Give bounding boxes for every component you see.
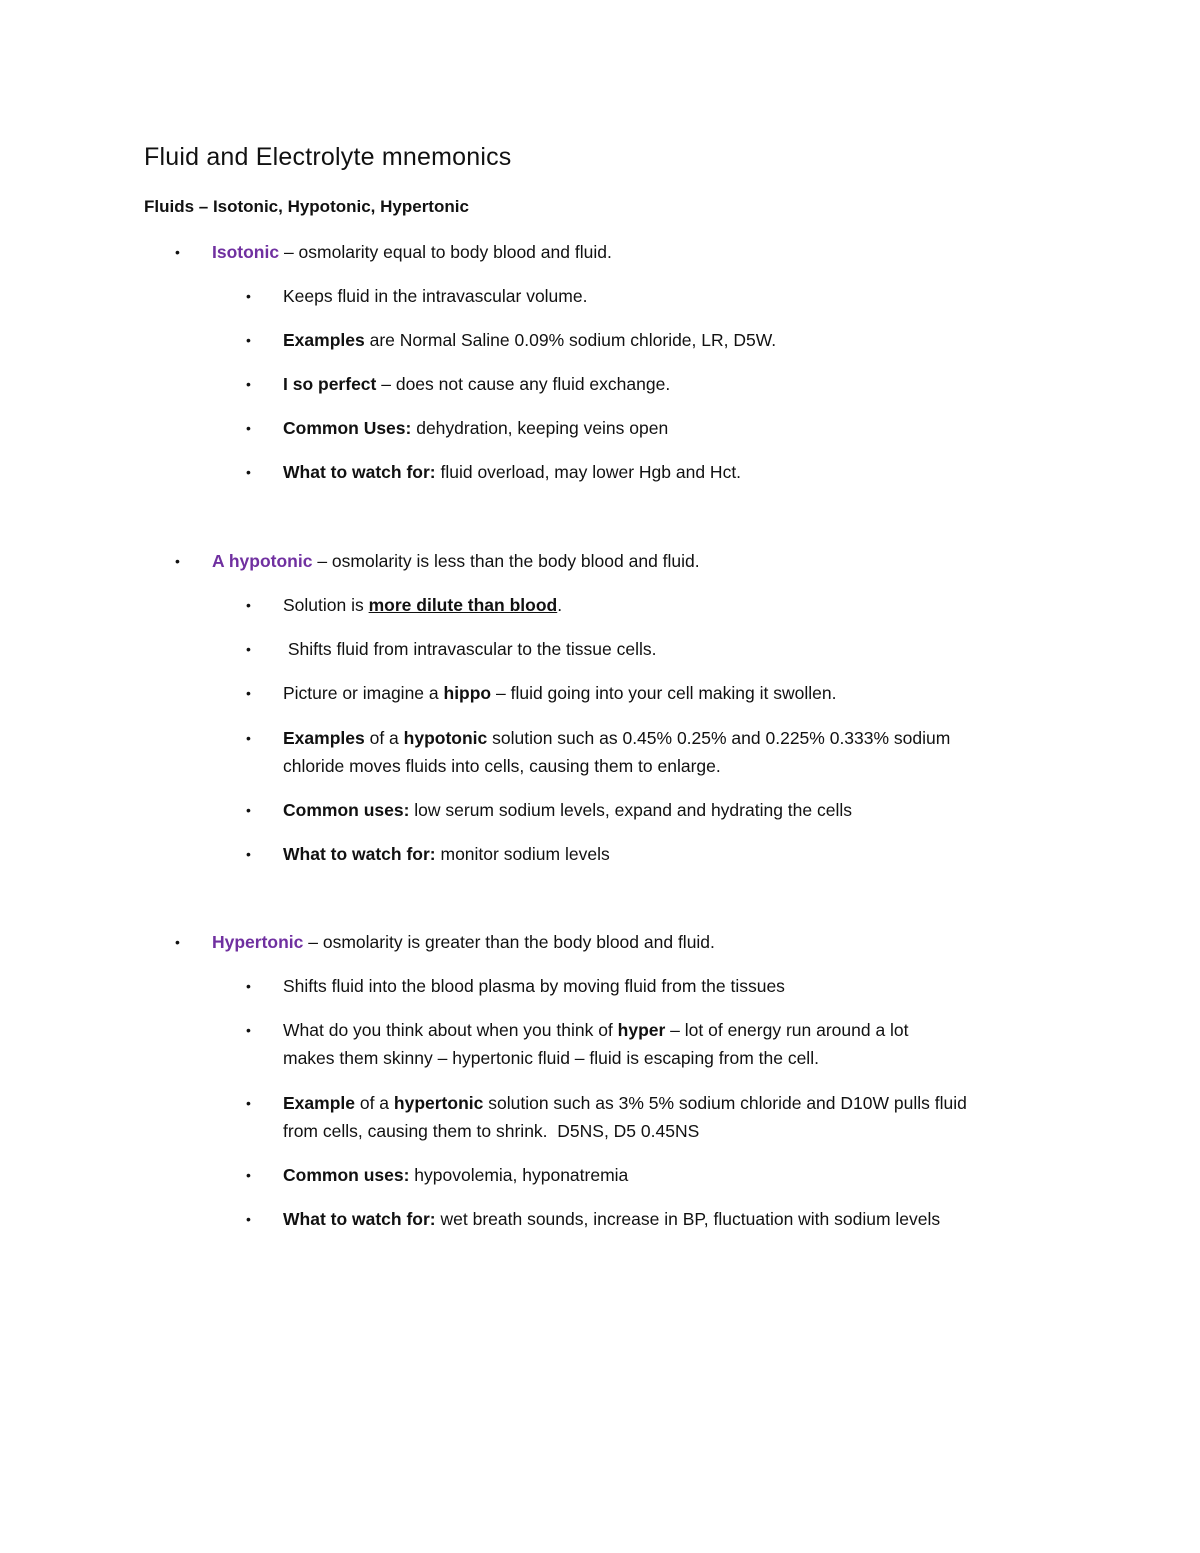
bullet-icon: • [246,1095,251,1111]
bullet-icon: • [246,846,251,862]
list-item: Common Uses: dehydration, keeping veins open [283,418,669,438]
list-item-continuation: chloride moves fluids into cells, causing them to enlarge. [283,756,721,776]
isotonic-term: Isotonic [212,242,280,262]
hypotonic-heading [212,547,700,575]
bullet-icon: • [246,685,251,701]
list-item: What to watch for: fluid overload, may lower Hgb and Hct. [283,462,742,482]
isotonic-definition: – osmolarity equal to body blood and fluid. [279,242,612,262]
bullet-icon: • [246,1022,251,1038]
hypotonic-term: A hypotonic [212,551,313,571]
hypertonic-heading [212,928,715,956]
list-item: Common uses: low serum sodium levels, expand and hydrating the cells [283,800,852,820]
list-item: Shifts fluid into the blood plasma by moving fluid from the tissues [283,976,785,996]
list-item: Common uses: hypovolemia, hyponatremia [283,1165,629,1185]
list-item: Examples of a hypotonic solution such as 0.45% 0.25% and 0.225% 0.333% sodium [283,728,951,748]
section-heading: Fluids – Isotonic, Hypotonic, Hypertonic [144,197,469,216]
bullet-icon: • [246,1167,251,1183]
bullet-icon: • [246,420,251,436]
bullet-icon: • [246,597,251,613]
isotonic-heading [212,238,612,266]
list-item: Keeps fluid in the intravascular volume. [283,286,588,306]
list-item: Solution is more dilute than blood. [283,595,563,615]
bullet-icon: • [246,1211,251,1227]
page-title: Fluid and Electrolyte mnemonics [144,143,512,171]
bullet-icon: • [246,464,251,480]
list-item: What to watch for: wet breath sounds, increase in BP, fluctuation with sodium levels [283,1209,941,1229]
hypotonic-definition: – osmolarity is less than the body blood and fluid. [312,551,700,571]
list-item: Picture or imagine a hippo – fluid going into your cell making it swollen. [283,683,837,703]
bullet-icon: • [175,244,180,260]
bullet-icon: • [175,553,180,569]
list-item: What to watch for: monitor sodium levels [283,844,610,864]
list-item-continuation: from cells, causing them to shrink. D5NS, D5 0.45NS [283,1121,700,1141]
bullet-icon: • [246,641,251,657]
list-item: Examples are Normal Saline 0.09% sodium chloride, LR, D5W. [283,330,777,350]
bullet-icon: • [175,934,180,950]
bullet-icon: • [246,978,251,994]
underlined-phrase: more dilute than blood [368,595,558,615]
bullet-icon: • [246,288,251,304]
list-item: What do you think about when you think of hyper – lot of energy run around a lot [283,1020,909,1040]
bullet-icon: • [246,730,251,746]
list-item: Example of a hypertonic solution such as 3% 5% sodium chloride and D10W pulls fluid [283,1093,967,1113]
bullet-icon: • [246,332,251,348]
bullet-icon: • [246,376,251,392]
list-item: I so perfect – does not cause any fluid exchange. [283,374,671,394]
hypertonic-term: Hypertonic [212,932,304,952]
list-item: Shifts fluid from intravascular to the tissue cells. [283,639,657,659]
hypertonic-definition: – osmolarity is greater than the body blood and fluid. [303,932,715,952]
bullet-icon: • [246,802,251,818]
list-item-continuation: makes them skinny – hypertonic fluid – fluid is escaping from the cell. [283,1048,819,1068]
